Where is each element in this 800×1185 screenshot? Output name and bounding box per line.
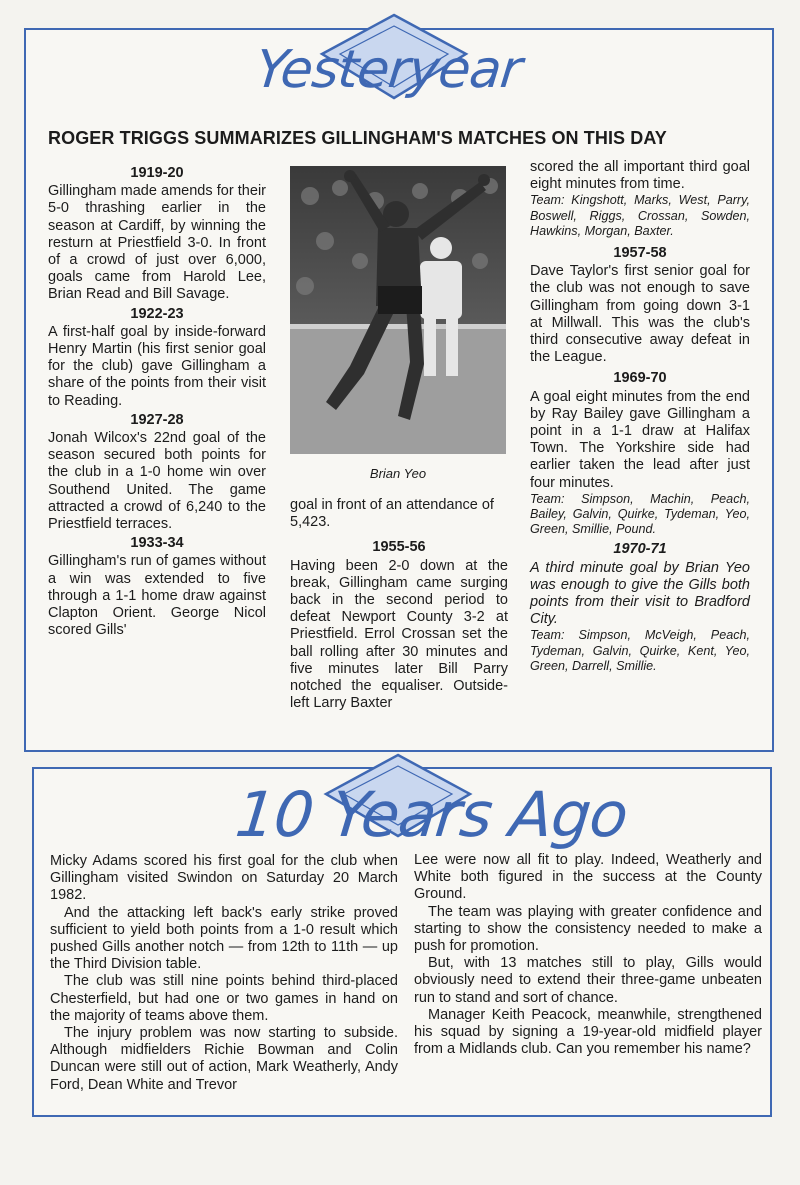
season-text: Jonah Wilcox's 22nd goal of the season secured both points for the club in a 1-0 home win over Southend United. The game attracted a crowd of 6,240 to the Priestfield terraces. bbox=[48, 430, 266, 533]
column-3 bbox=[530, 159, 750, 674]
season-text: goal in front of an attendance of 5,423. bbox=[290, 497, 494, 531]
season-heading: 1919-20 bbox=[130, 165, 184, 181]
ten-years-left-column bbox=[50, 853, 398, 1094]
team-lineup: Team: Simpson, McVeigh, Peach, Tydeman, Galvin, Quirke, Kent, Yeo, Green, Darrell, Smillie. bbox=[530, 628, 750, 673]
season-text: Gillingham made amends for their 5-0 thrashing earlier in the season at Cardiff, by winning the resturn at Priestfield 3-0. In front of a crowd of just over 6,000, goals came from Harold Lee, Brian Read and Bill Savage. bbox=[48, 183, 266, 303]
season-heading: 1969-70 bbox=[613, 370, 667, 387]
season-text: Dave Taylor's first senior goal for the club was not enough to save Gillingham from going down 3-1 at Millwall. This was the club's third consecutive away defeat in the League. bbox=[530, 263, 750, 366]
paragraph: Micky Adams scored his first goal for the club when Gillingham visited Swindon on Saturday 20 March 1982. bbox=[50, 853, 398, 904]
team-lineup: Team: Simpson, Machin, Peach, Bailey, Galvin, Quirke, Tydeman, Yeo, Green, Smillie, Pound. bbox=[530, 491, 750, 537]
page-title: Yesteryear bbox=[252, 40, 525, 100]
season-heading: 1922-23 bbox=[130, 305, 184, 322]
season-text: scored the all important third goal eight minutes from time. bbox=[530, 159, 750, 193]
column-2 bbox=[290, 497, 508, 712]
paragraph: Manager Keith Peacock, meanwhile, strengthened his squad by signing a 19-year-old midfield player from a Midlands club. Can you remember his name? bbox=[414, 1006, 762, 1058]
season-heading: 1957-58 bbox=[613, 245, 667, 262]
paragraph: Lee were now all fit to play. Indeed, Weatherly and White both figured in the success at the County Ground. bbox=[414, 852, 762, 903]
season-text: A third minute goal by Brian Yeo was enough to give the Gills both points from their visit to Bradford City. bbox=[530, 559, 750, 628]
season-heading: 1970-71 bbox=[613, 541, 667, 558]
ten-years-right-column bbox=[414, 852, 762, 1058]
column-1 bbox=[48, 163, 266, 639]
paragraph: And the attacking left back's early strike proved sufficient to yield both points from a 1-0 result which pushed Gills another notch — from 12th to 11th — up the Third Division table. bbox=[50, 904, 398, 973]
season-text: A first-half goal by inside-forward Henry Martin (his first senior goal for the club) gave Gillingham a share of the points from their visit to Reading. bbox=[48, 323, 266, 409]
photo-illustration bbox=[290, 166, 506, 454]
paragraph: The club was still nine points behind third-placed Chesterfield, but had one or two games in hand on the majority of teams above them. bbox=[50, 973, 398, 1024]
season-heading: 1955-56 bbox=[372, 539, 426, 556]
page-subtitle: ROGER TRIGGS SUMMARIZES GILLINGHAM'S MATCHES ON THIS DAY bbox=[48, 128, 667, 148]
season-text: A goal eight minutes from the end by Ray Bailey gave Gillingham a point in a 1-1 draw at Halifax Town. The Yorkshire side had earlier taken the lead after just four minutes. bbox=[530, 388, 750, 491]
season-text: Having been 2-0 down at the break, Gillingham came surging back in the second period to defeat Newport County 3-2 at Priestfield. Errol Crossan set the ball rolling after 30 minutes and five minutes later Bill Parry notched the equaliser. Outside-left Larry Baxter bbox=[290, 557, 508, 712]
team-lineup: Team: Kingshott, Marks, West, Parry, Boswell, Riggs, Crossan, Sowden, Hawkins, Morgan, Baxter. bbox=[530, 193, 750, 238]
section-title: 10 Years Ago bbox=[232, 778, 631, 851]
player-photo bbox=[290, 166, 506, 454]
paragraph: But, with 13 matches still to play, Gills would obviously need to extend their three-game unbeaten run to stand and sort of chance. bbox=[414, 955, 762, 1006]
season-text: Gillingham's run of games without a win was extended to five through a 1-1 home draw against Clapton Orient. George Nicol scored Gills' bbox=[48, 553, 266, 639]
paragraph: The team was playing with greater confidence and starting to show the consistency needed to make a push for promotion. bbox=[414, 903, 762, 955]
paragraph: The injury problem was now starting to subside. Although midfielders Richie Bowman and Colin Duncan were still out of action, Mark Weatherly, Andy Ford, Dean White and Trevor bbox=[50, 1025, 398, 1093]
season-heading: 1933-34 bbox=[130, 535, 184, 552]
photo-caption: Brian Yeo bbox=[369, 466, 427, 481]
season-heading: 1927-28 bbox=[130, 411, 184, 428]
